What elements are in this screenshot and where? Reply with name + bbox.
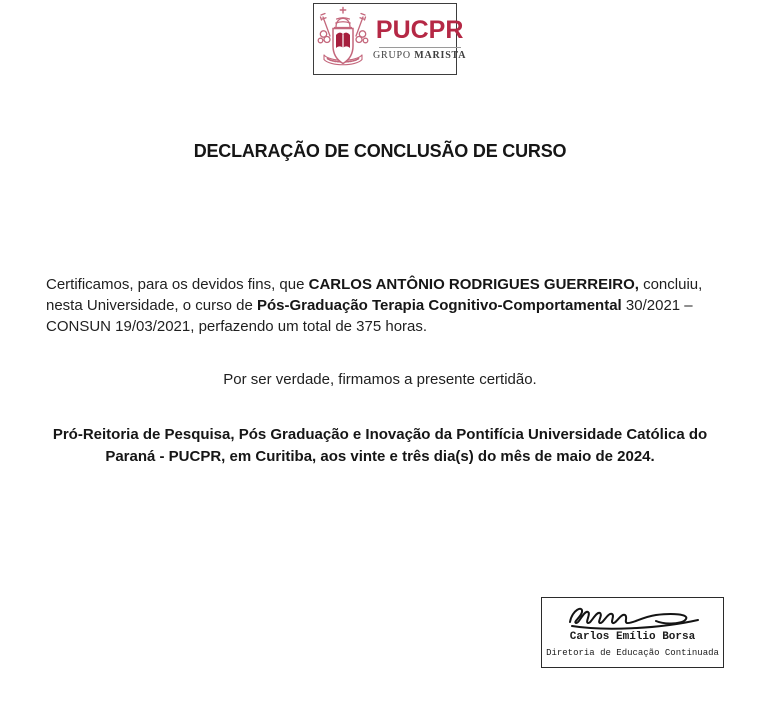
signature-box	[541, 597, 724, 668]
pucpr-logo	[313, 3, 467, 75]
attestation-line: Por ser verdade, firmamos a presente certidão.	[223, 371, 537, 388]
student-name: CARLOS ANTÔNIO RODRIGUES GUERREIRO,	[308, 276, 639, 293]
signer-name: Carlos Emílio Borsa	[569, 631, 696, 643]
pucpr-crest-icon	[316, 6, 370, 72]
closing-paragraph	[0, 424, 760, 468]
body-end-text: 30/2021 – CONSUN 19/03/2021, perfazendo um total de 375 horas.	[46, 297, 693, 335]
course-name: Pós-Graduação Terapia Cognitivo-Comportamental	[256, 297, 622, 314]
document-title: DECLARAÇÃO DE CONCLUSÃO DE CURSO	[193, 141, 567, 161]
certification-paragraph	[46, 274, 726, 337]
body-mid-text: concluiu, nesta Universidade, o curso de	[46, 276, 703, 314]
closing-line-2: Paraná - PUCPR, em Curitiba, aos vinte e três dia(s) do mês de maio de 2024.	[105, 448, 655, 465]
body-intro-text: Certificamos, para os devidos fins, que	[46, 276, 309, 293]
logo-acronym: PUCPR	[375, 15, 464, 44]
logo-wordmark	[373, 15, 467, 61]
logo-group-name	[373, 51, 466, 61]
logo-group-regular: GRUPO	[373, 49, 411, 61]
signer-department: Diretoria de Educação Continuada	[546, 648, 719, 658]
handwritten-signature-icon	[558, 601, 708, 631]
logo-group-bold: MARISTA	[414, 49, 467, 61]
logo-divider	[379, 47, 461, 48]
closing-line-1: Pró-Reitoria de Pesquisa, Pós Graduação e Inovação da Pontifícia Universidade Católica do	[52, 426, 708, 443]
